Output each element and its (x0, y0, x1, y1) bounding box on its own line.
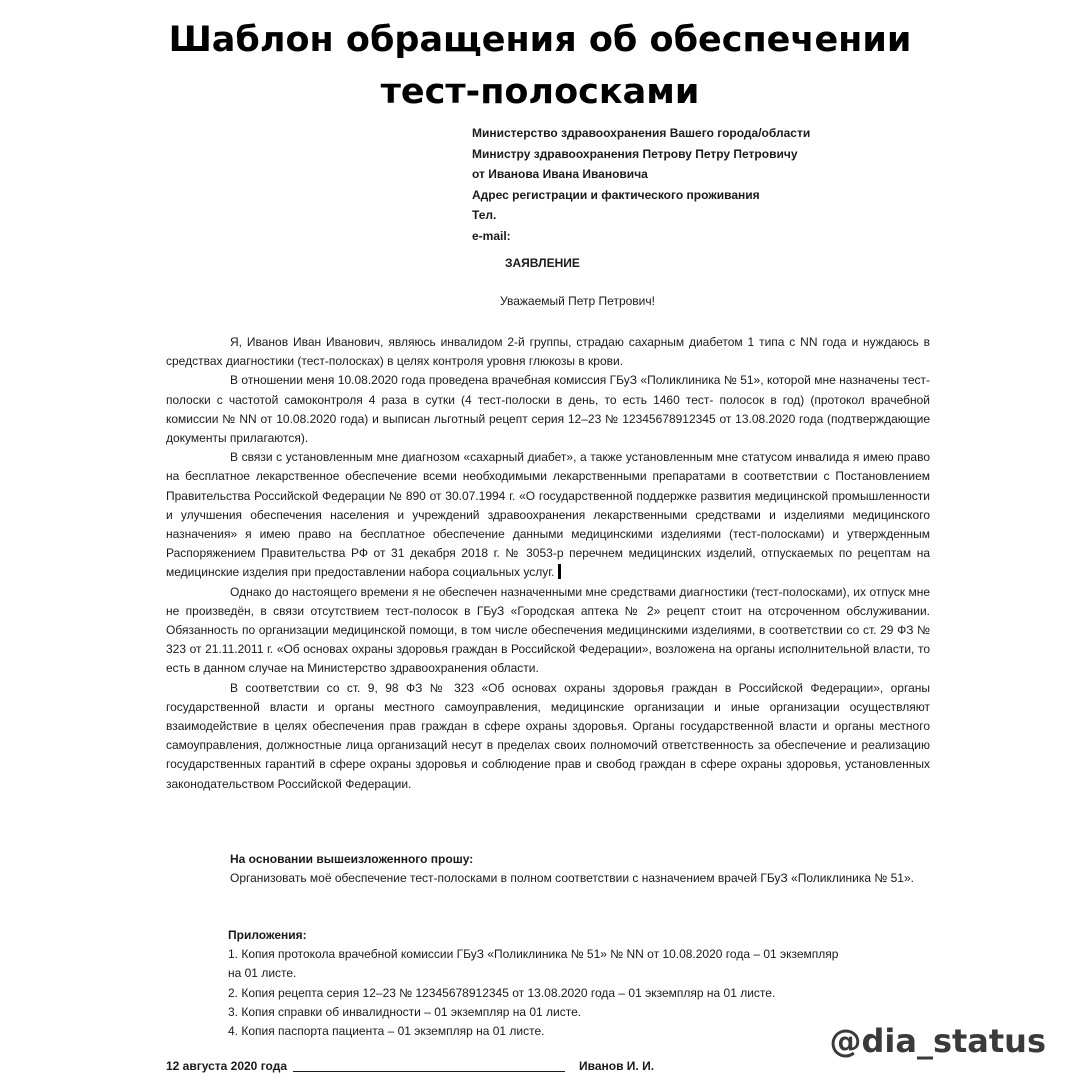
addressee-block (472, 123, 810, 246)
addressee-line: Министерство здравоохранения Вашего города/области (472, 126, 811, 140)
body-paragraph: В соответствии со ст. 9, 98 ФЗ № 323 «Об основах охраны здоровья граждан в Российской Федерации», органы государственной власти и органы местного самоуправления, медицинские организации и иные организации осуществляют взаимодействие в целях обеспечения прав граждан в сфере охраны здоровья. Органы государственной власти и органы местного самоуправления, должностные лица организаций несут в пределах своих полномочий ответственность за обеспечение и реализацию государственных гарантий в сфере охраны здоровья и соблюдение прав и свобод граждан в сфере охраны здоровья, установленных законодательством Российской Федерации. (166, 680, 930, 791)
appendix-heading: Приложения: (228, 928, 307, 942)
document-body (166, 333, 930, 794)
addressee-line: Министру здравоохранения Петрову Петру Петровичу (472, 146, 798, 161)
document-date: 12 августа 2020 года (166, 1059, 287, 1073)
body-paragraph (166, 448, 930, 582)
appendix-item: 4. Копия паспорта пациента – 01 экземпляр на 01 листе. (228, 1024, 545, 1039)
body-paragraph: Однако до настоящего времени я не обеспечен назначенными мне средствами диагностики (тест-полосками), их отпуск мне не произведён, в связи отсутствием тест-полосок в ГБуЗ «Городская аптека № 2» рецепт стоит на отсроченном обслуживании. Обязанность по организации медицинской помощи, в том числе обеспечения медицинскими изделиями, в соответствии со ст. 29 ФЗ № 323 от 21.11.2011 г. «Об основах охраны здоровья граждан в Российской Федерации», возложена на органы исполнительной власти, то есть в данном случае на Министерство здравоохранения области. (166, 584, 930, 676)
addressee-line: e-mail: (472, 228, 511, 243)
addressee-line: Тел. (472, 208, 497, 222)
body-paragraph: В отношении меня 10.08.2020 года проведена врачебная комиссия ГБуЗ «Поликлиника № 51», которой мне назначены тест-полоски с частотой самоконтроля 4 раза в сутки (4 тест-полоски в день, то есть 1460 тест- полосок в год) (протокол врачебной комиссии № NN от 10.08.2020 года) и выписан льготный рецепт серия 12–23 № 12345678912345 от 13.08.2020 года (подтверждающие документы прилагаются). (166, 373, 930, 446)
greeting: Уважаемый Петр Петрович! (500, 294, 655, 308)
body-paragraph: Я, Иванов Иван Иванович, являюсь инвалидом 2-й группы, страдаю сахарным диабетом 1 типа с NN года и нуждаюсь в средствах диагностики (тест-полосках) в целях контроля уровня глюкозы в крови. (166, 335, 930, 369)
document-title: ЗАЯВЛЕНИЕ (505, 256, 580, 270)
headline-line-2: тест-полосками (380, 72, 700, 112)
signature-line (293, 1071, 565, 1072)
text-cursor (558, 564, 561, 579)
body-paragraph-text: В связи с установленным мне диагнозом «сахарный диабет», а также установленным мне статусом инвалида я имею право на бесплатное лекарственное обеспечение всеми необходимыми лекарственными препаратами в соответствии с Постановлением Правительства Российской Федерации № 890 от 30.07.1994 г. «О государственной поддержке развития медицинской промышленности и улучшения обеспечения населения и учреждений здравоохранения лекарственными средствами и изделиями медицинского назначения» я имею право на бесплатное обеспечение данными медицинскими изделиями (тест-полосками) и утвержденным Распоряжением Правительства РФ от 31 декабря 2018 г. № 3053-р перечнем медицинских изделий, отпускаемых по рецептам на медицинские изделия при предоставлении набора социальных услуг. (166, 450, 930, 580)
request-text: Организовать моё обеспечение тест-полосками в полном соответствии с назначением врачей ГБуЗ «Поликлиника № 51». (230, 871, 914, 886)
addressee-line: от Иванова Ивана Ивановича (472, 167, 648, 181)
appendix-item: 3. Копия справки об инвалидности – 01 экземпляр на 01 листе. (228, 1004, 582, 1019)
signature-row (166, 1059, 654, 1073)
headline-line-1: Шаблон обращения об обеспечении (168, 20, 912, 60)
appendix-item: 1. Копия протокола врачебной комиссии ГБуЗ «Поликлиника № 51» № NN от 10.08.2020 года – 01 экземпляр (228, 947, 839, 962)
request-heading: На основании вышеизложенного прошу: (230, 852, 474, 866)
request-block (166, 850, 930, 888)
watermark-handle: @dia_status (829, 1022, 1046, 1060)
appendix-item: 2. Копия рецепта серия 12–23 № 12345678912345 от 13.08.2020 года – 01 экземпляр на 01 листе. (228, 985, 776, 1000)
signature-name: Иванов И. И. (579, 1059, 655, 1073)
appendix-item: на 01 листе. (228, 966, 297, 981)
addressee-line: Адрес регистрации и фактического проживания (472, 187, 760, 202)
